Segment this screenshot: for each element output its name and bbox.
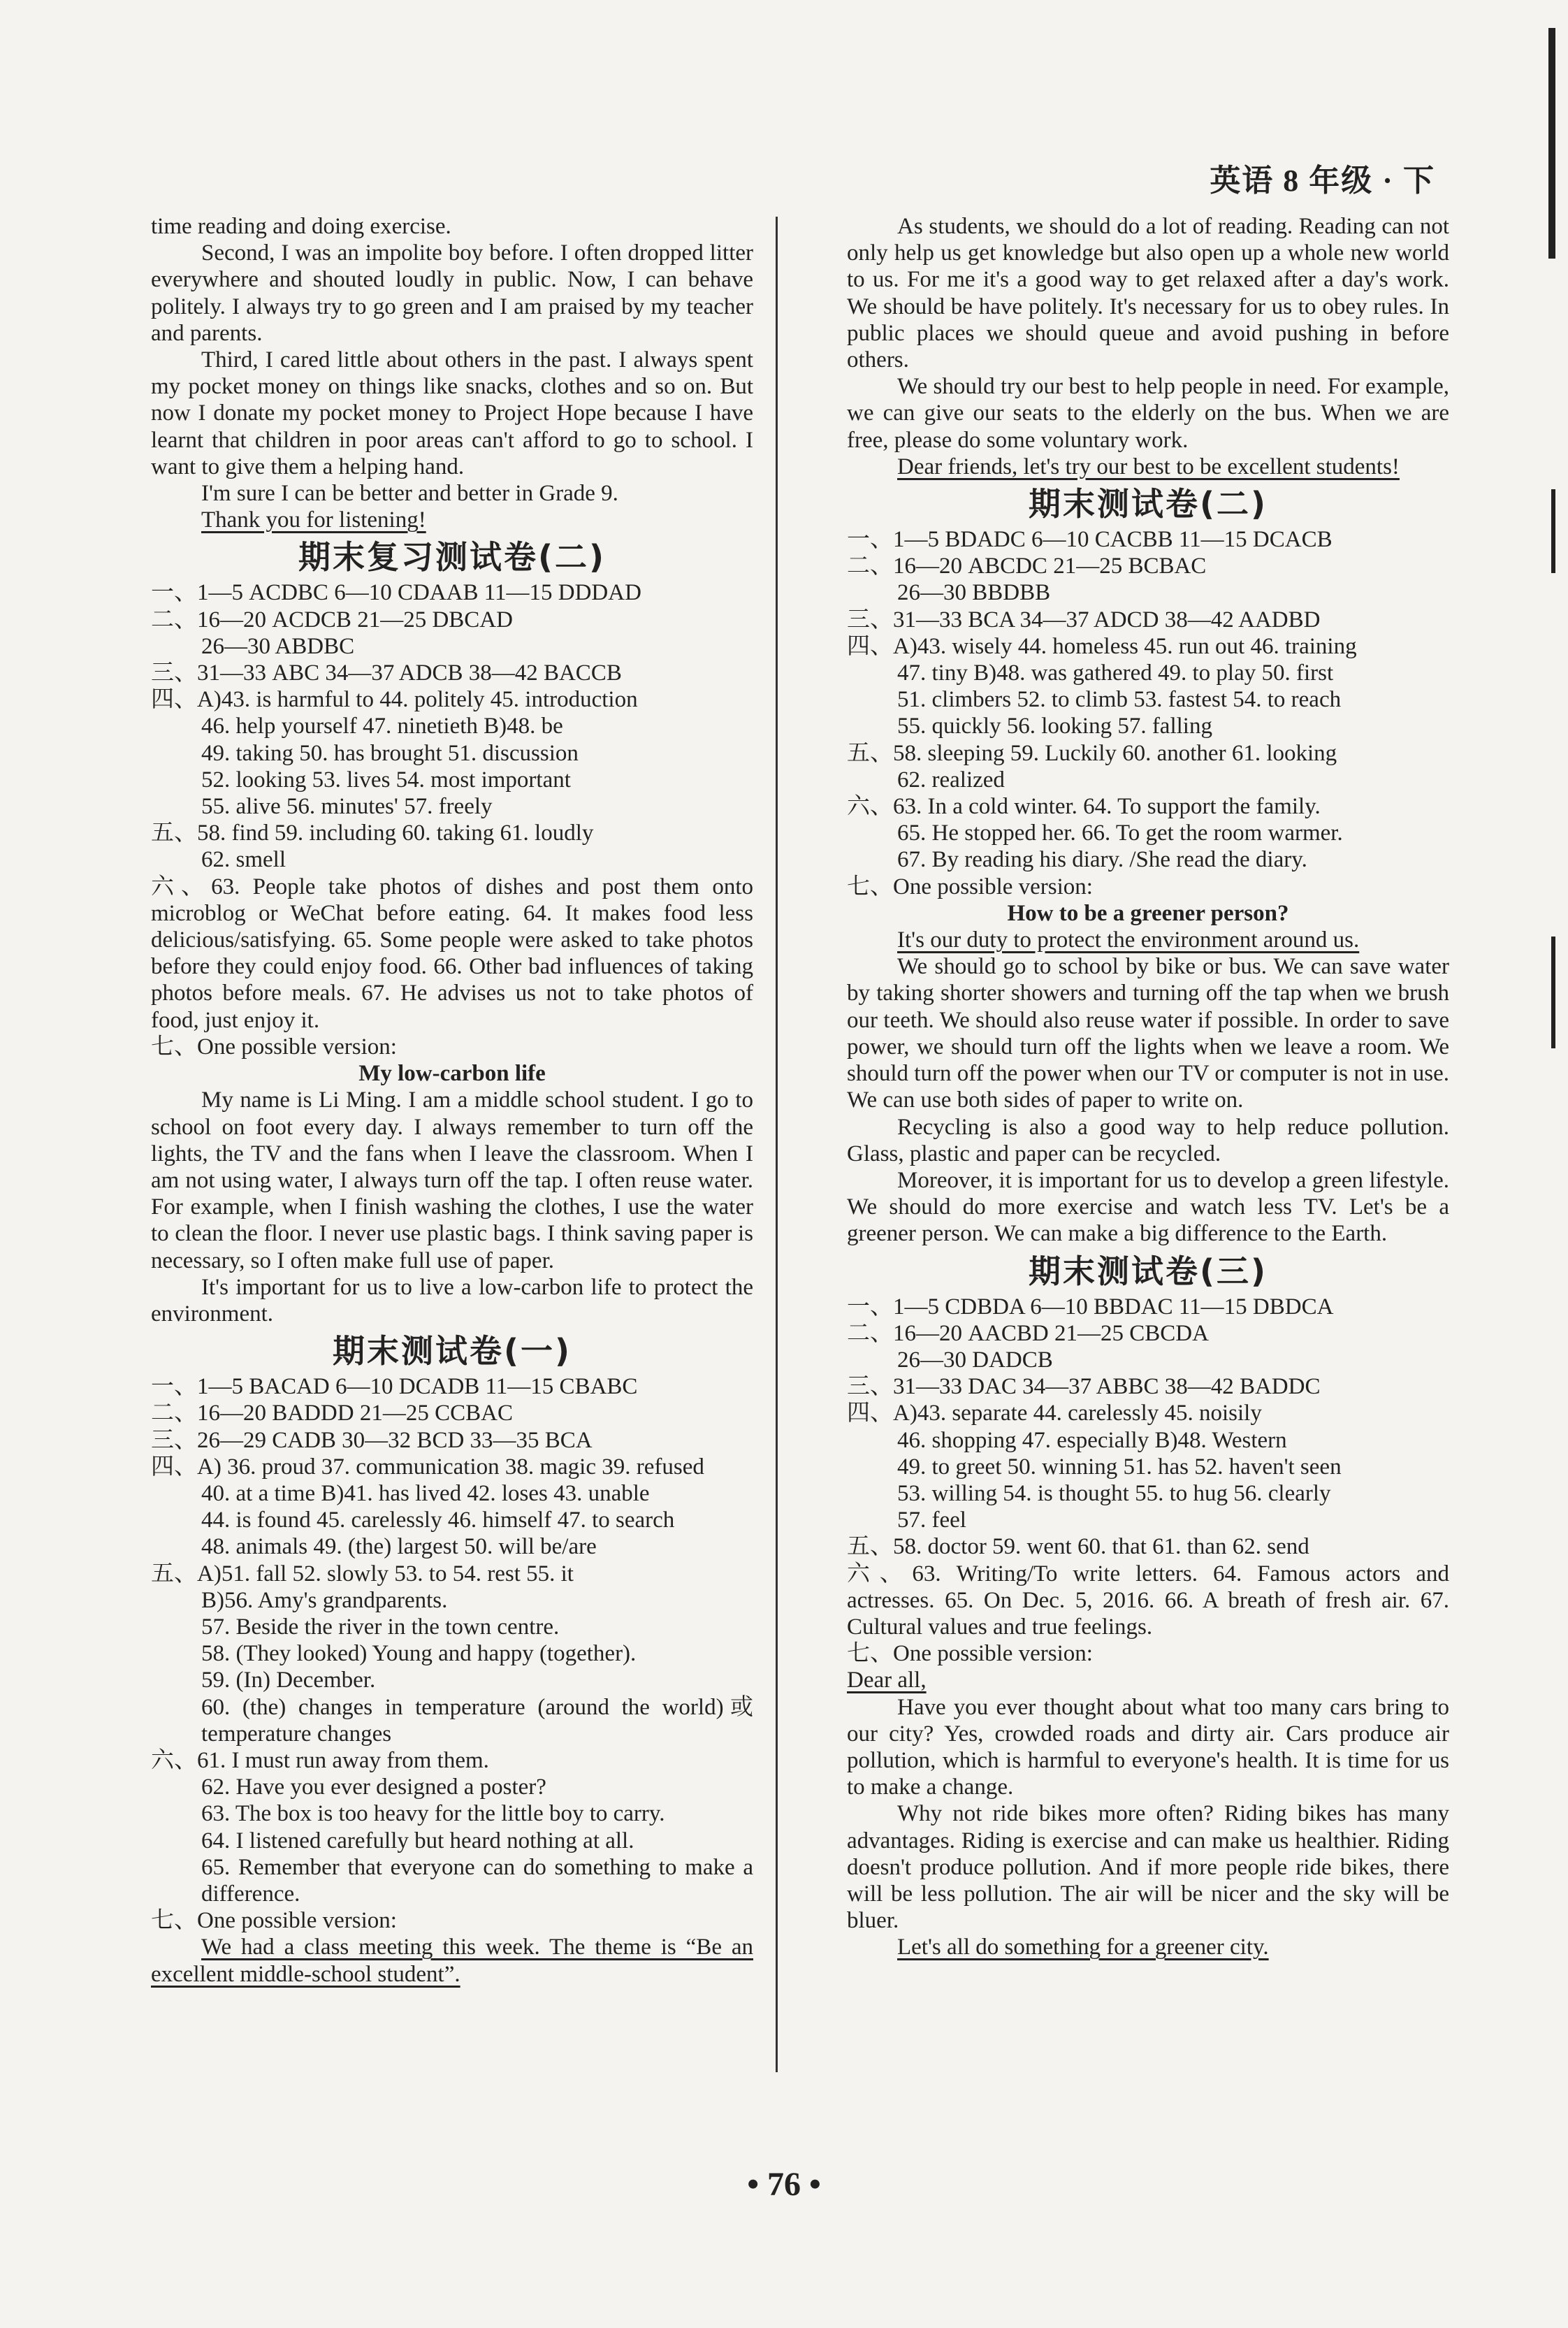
edge-rule — [1551, 489, 1555, 573]
essay-closing: Thank you for listening! — [201, 507, 426, 533]
answer-row: 二、16—20 BADDD 21—25 CCBAC — [151, 1401, 513, 1426]
answer-row: 57. Beside the river in the town centre. — [201, 1614, 560, 1640]
edge-rule — [1548, 28, 1555, 259]
right-column — [847, 213, 1449, 1961]
answer-row: 48. animals 49. (the) largest 50. will be/are — [201, 1534, 597, 1560]
answer-row: 40. at a time B)41. has lived 42. loses 43. unable — [201, 1480, 650, 1506]
answer-row: 七、One possible version: — [151, 1034, 397, 1060]
section-title: 期末测试卷(一) — [332, 1332, 572, 1371]
answer-row: 一、1—5 BDADC 6—10 CACBB 11—15 DCACB — [847, 527, 1333, 553]
essay-closing: Let's all do something for a greener city. — [897, 1935, 1269, 1960]
essay-paragraph: It's our duty to protect the environment around us. — [897, 927, 1360, 953]
essay-title: How to be a greener person? — [1007, 900, 1289, 926]
answer-row: 52. looking 53. lives 54. most important — [201, 767, 571, 793]
answer-row: 63. The box is too heavy for the little boy to carry. — [201, 1801, 665, 1827]
answer-row: 47. tiny B)48. was gathered 49. to play 50. first — [897, 660, 1334, 686]
answer-row: 三、26—29 CADB 30—32 BCD 33—35 BCA — [151, 1427, 593, 1453]
answer-row: 26—30 ABDBC — [201, 633, 355, 659]
answer-row: 59. (In) December. — [201, 1668, 376, 1693]
answer-row: 六、63. In a cold winter. 64. To support the family. — [847, 794, 1321, 820]
answer-paragraph: 六、63. People take photos of dishes and post them onto microblog or WeChat before eating. 64. It makes food less delicious/satisfying. 65. Some people were asked to take photos before they could enjoy food. 66. Other bad influences of taking photos before meals. 67. He advises us not to take photos of food, just enjoy it. — [151, 874, 753, 1033]
essay-paragraph: We should try our best to help people in need. For example, we can give our seats to the elderly on the bus. When we are free, please do some voluntary work. — [847, 374, 1449, 453]
left-column — [151, 213, 753, 1988]
answer-row: 二、16—20 AACBD 21—25 CBCDA — [847, 1320, 1209, 1346]
answer-paragraph: 六、63. Writing/To write letters. 64. Famous actors and actresses. 65. On Dec. 5, 2016. 66. A breath of fresh air. 67. Cultural values and true feelings. — [847, 1561, 1449, 1640]
essay-title: My low-carbon life — [358, 1061, 546, 1087]
answer-row: 三、31—33 ABC 34—37 ADCB 38—42 BACCB — [151, 660, 622, 686]
section-title: 期末测试卷(二) — [1028, 485, 1268, 523]
answer-row: 67. By reading his diary. /She read the diary. — [897, 847, 1307, 873]
answer-row: 四、A) 36. proud 37. communication 38. magic 39. refused — [151, 1454, 704, 1480]
answer-row: 一、1—5 CDBDA 6—10 BBDAC 11—15 DBDCA — [847, 1294, 1334, 1320]
answer-row: 49. to greet 50. winning 51. has 52. haven't seen — [897, 1454, 1342, 1480]
answer-row: 四、A)43. separate 44. carelessly 45. noisily — [847, 1401, 1262, 1426]
answer-row: 62. smell — [201, 847, 286, 873]
answer-row: 26—30 BBDBB — [897, 580, 1051, 606]
page-header-title: 英语 8 年级 · 下 — [1210, 164, 1435, 198]
answer-row: 三、31—33 DAC 34—37 ABBC 38—42 BADDC — [847, 1374, 1321, 1400]
answer-row: 62. realized — [897, 767, 1005, 793]
answer-row: 55. alive 56. minutes' 57. freely — [201, 794, 493, 820]
essay-paragraph: I'm sure I can be better and better in Grade 9. — [201, 481, 618, 507]
essay-paragraph: Third, I cared little about others in the past. I always spent my pocket money on things like snacks, clothes and so on. But now I donate my pocket money to Project Hope because I have learnt that children in poor areas can't afford to go to school. I want to give them a helping hand. — [151, 347, 753, 479]
answer-row: 60. (the) changes in temperature (around the world)或 temperature changes — [201, 1694, 753, 1747]
essay-paragraph: Why not ride bikes more often? Riding bikes has many advantages. Riding is exercise and can make us healthier. Riding doesn't produce pollution. And if more people ride bikes, there will be less pollution. The air will be nicer and the sky will be bluer. — [847, 1801, 1449, 1934]
section-title: 期末复习测试卷(二) — [298, 538, 607, 577]
answer-row: 49. taking 50. has brought 51. discussion — [201, 740, 579, 766]
essay-closing: Dear friends, let's try our best to be excellent students! — [897, 454, 1400, 479]
answer-row: 53. willing 54. is thought 55. to hug 56. clearly — [897, 1480, 1331, 1506]
answer-row: 58. (They looked) Young and happy (together). — [201, 1641, 637, 1667]
answer-row: 五、58. find 59. including 60. taking 61. loudly — [151, 820, 594, 846]
answer-row: 六、61. I must run away from them. — [151, 1747, 489, 1773]
section-title: 期末测试卷(三) — [1028, 1252, 1268, 1290]
edge-rule — [1551, 937, 1555, 1048]
essay-paragraph: We should go to school by bike or bus. We can save water by taking shorter showers and turning off the tap when we brush our teeth. We should also reuse water if possible. In order to save power, we should turn off the lights when we leave a room. We should turn off the power when our TV or computer is not in use. We can use both sides of paper to write on. — [847, 954, 1449, 1113]
answer-row: 44. is found 45. carelessly 46. himself 47. to search — [201, 1508, 675, 1533]
answer-row: 五、58. sleeping 59. Luckily 60. another 61. looking — [847, 740, 1337, 766]
answer-row: 七、One possible version: — [847, 874, 1093, 899]
answer-row: B)56. Amy's grandparents. — [201, 1587, 448, 1613]
answer-row: 26—30 DADCB — [897, 1347, 1053, 1373]
essay-paragraph: Moreover, it is important for us to develop a green lifestyle. We should do more exercise and watch less TV. Let's be a greener person. We can make a big difference to the Earth. — [847, 1167, 1449, 1247]
essay-paragraph: Second, I was an impolite boy before. I often dropped litter everywhere and shouted loudly in public. Now, I can behave politely. I always try to go green and I am praised by my teacher and parents. — [151, 240, 753, 346]
essay-paragraph: We had a class meeting this week. The theme is “Be an excellent middle-school student”. — [151, 1935, 753, 1987]
column-divider — [776, 217, 778, 2072]
answer-row: 65. Remember that everyone can do something to make a difference. — [201, 1854, 753, 1907]
answer-row: 62. Have you ever designed a poster? — [201, 1774, 546, 1800]
essay-paragraph: My name is Li Ming. I am a middle school student. I go to school on foot every day. I always remember to turn off the lights, the TV and the fans when I leave the classroom. When I am not using water, I always turn off the tap. I often reuse water. For example, when I finish washing the clothes, I use the water to clean the floor. I never use plastic bags. I think saving paper is necessary, so I often make full use of paper. — [151, 1087, 753, 1273]
answer-row: 四、A)43. is harmful to 44. politely 45. introduction — [151, 687, 638, 713]
answer-row: 64. I listened carefully but heard nothing at all. — [201, 1828, 634, 1853]
essay-greeting: Dear all, — [847, 1668, 927, 1693]
answer-row: 五、A)51. fall 52. slowly 53. to 54. rest 55. it — [151, 1561, 574, 1586]
answer-row: 65. He stopped her. 66. To get the room warmer. — [897, 820, 1343, 846]
answer-row: 55. quickly 56. looking 57. falling — [897, 714, 1212, 739]
essay-paragraph: time reading and doing exercise. — [151, 214, 451, 239]
answer-row: 一、1—5 ACDBC 6—10 CDAAB 11—15 DDDAD — [151, 580, 641, 606]
essay-paragraph: Have you ever thought about what too many cars bring to our city? Yes, crowded roads and dirty air. Cars produce air pollution, which is harmful to everyone's health. It is time for us to make a change. — [847, 1694, 1449, 1800]
answer-row: 三、31—33 BCA 34—37 ADCD 38—42 AADBD — [847, 607, 1321, 632]
answer-row: 51. climbers 52. to climb 53. fastest 54. to reach — [897, 687, 1342, 713]
answer-row: 46. shopping 47. especially B)48. Western — [897, 1427, 1287, 1453]
answer-row: 七、One possible version: — [151, 1908, 397, 1934]
answer-row: 一、1—5 BACAD 6—10 DCADB 11—15 CBABC — [151, 1374, 638, 1400]
answer-row: 46. help yourself 47. ninetieth B)48. be — [201, 714, 563, 739]
answer-row: 五、58. doctor 59. went 60. that 61. than 62. send — [847, 1534, 1309, 1560]
essay-paragraph: Recycling is also a good way to help reduce pollution. Glass, plastic and paper can be recycled. — [847, 1114, 1449, 1166]
essay-paragraph: It's important for us to live a low-carbon life to protect the environment. — [151, 1274, 753, 1326]
answer-row: 二、16—20 ABCDC 21—25 BCBAC — [847, 554, 1207, 579]
page-number: • 76 • — [747, 2166, 821, 2203]
answer-row: 57. feel — [897, 1508, 966, 1533]
essay-paragraph: As students, we should do a lot of reading. Reading can not only help us get knowledge but also open up a whole new world to us. For me it's a good way to get relaxed after a day's work. We should be have politely. It's necessary for us to obey rules. In public places we should queue and avoid pushing in before others. — [847, 214, 1449, 373]
answer-row: 七、One possible version: — [847, 1641, 1093, 1667]
answer-row: 四、A)43. wisely 44. homeless 45. run out 46. training — [847, 633, 1357, 659]
answer-row: 二、16—20 ACDCB 21—25 DBCAD — [151, 607, 513, 632]
